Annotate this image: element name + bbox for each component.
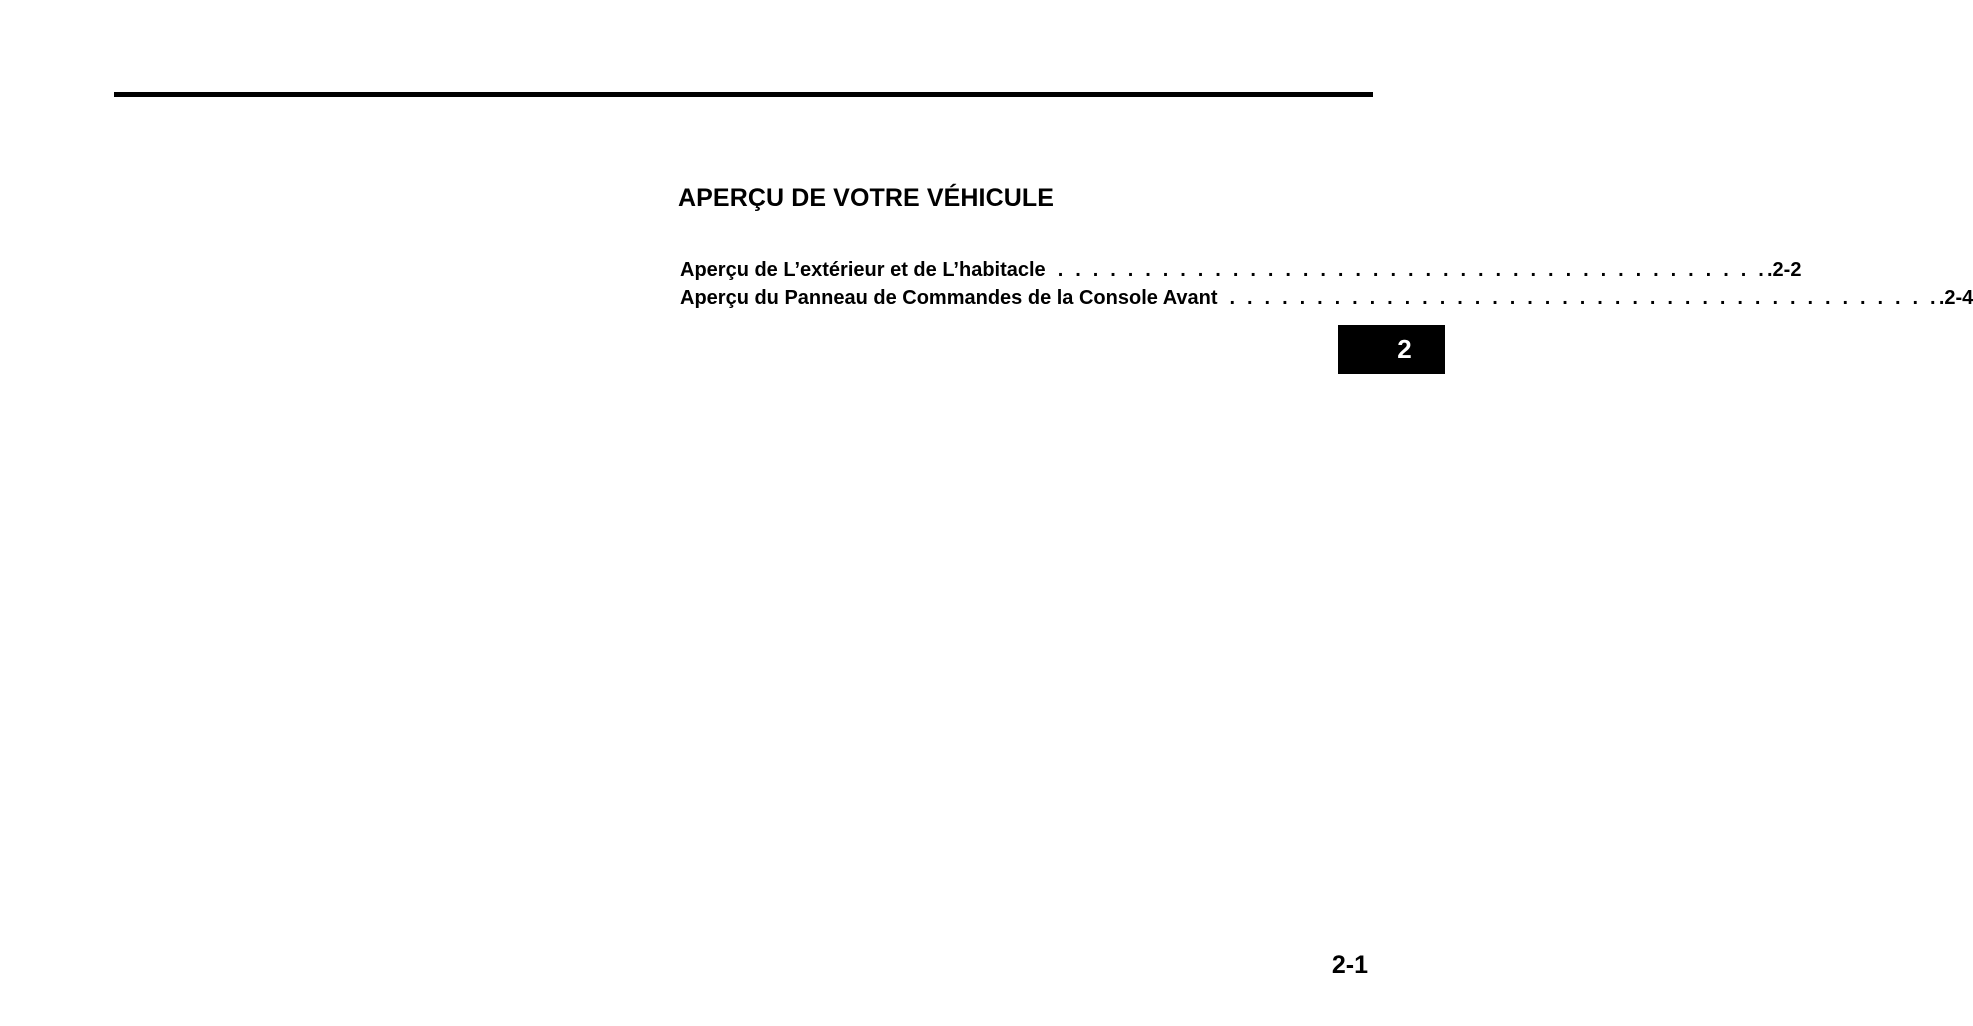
toc-leader-dots: . . . . . . . . . . . . . . . . . . . . . . . . . . . . . . . . . . . . . . . . . <box>1057 259 1767 281</box>
page-number: 2-1 <box>1331 951 1368 979</box>
toc-entry[interactable] <box>680 287 1973 315</box>
toc-leader-dots: . . . . . . . . . . . . . . . . . . . . . . . . . . . . . . . . . . . . . . . . . <box>1229 287 1939 309</box>
toc-entry-page: .2-4 <box>1938 287 1973 309</box>
toc-entry-label: Aperçu de L’extérieur et de L’habitacle <box>680 259 1046 281</box>
toc-entry-page: .2-2 <box>1766 259 1802 281</box>
top-rule <box>114 92 1373 97</box>
toc-entry-label: Aperçu du Panneau de Commandes de la Console Avant <box>680 287 1218 309</box>
section-title: APERÇU DE VOTRE VÉHICULE <box>678 184 1055 212</box>
toc-entry[interactable] <box>680 259 1802 287</box>
chapter-tab <box>1338 325 1445 374</box>
chapter-tab-number: 2 <box>1397 334 1412 364</box>
table-of-contents <box>680 259 1973 315</box>
